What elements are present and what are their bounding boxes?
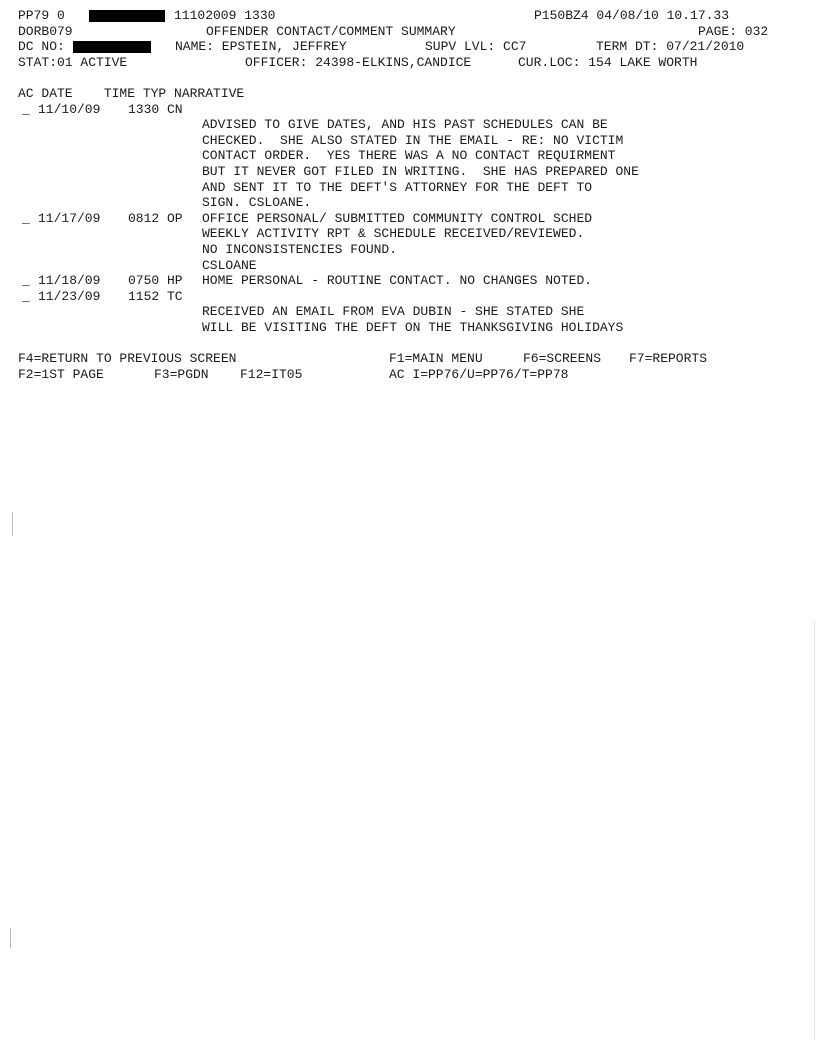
narrative-line: CHECKED. SHE ALSO STATED IN THE EMAIL - RE: NO VICTIM — [202, 132, 624, 148]
redacted-dc-number — [73, 41, 151, 53]
scan-artifact — [10, 928, 11, 948]
supervision-level: SUPV LVL: CC7 — [425, 39, 527, 55]
entry-date: 11/17/09 — [38, 210, 101, 226]
narrative-line: SIGN. CSLOANE. — [202, 195, 312, 211]
narrative-line: AND SENT IT TO THE DEFT'S ATTORNEY FOR THE DEFT TO — [202, 179, 593, 195]
header-line-1 — [18, 8, 808, 24]
dc-number-label: DC NO: — [18, 39, 65, 55]
scan-artifact — [12, 512, 13, 536]
narrative-line: ADVISED TO GIVE DATES, AND HIS PAST SCHEDULES CAN BE — [202, 117, 608, 133]
entry-row — [18, 211, 808, 227]
screen-title: OFFENDER CONTACT/COMMENT SUMMARY — [206, 23, 456, 39]
entry-row — [18, 289, 808, 305]
narrative-line: WEEKLY ACTIVITY RPT & SCHEDULE RECEIVED/REVIEWED. — [202, 226, 585, 242]
entry-date: 11/23/09 — [38, 288, 101, 304]
f1-main-menu-key[interactable]: F1=MAIN MENU — [389, 351, 483, 367]
scan-edge — [814, 620, 815, 1040]
narrative-line: BUT IT NEVER GOT FILED IN WRITING. SHE HAS PREPARED ONE — [202, 163, 639, 179]
entry-row — [18, 102, 808, 118]
column-header-text: AC DATE TIME TYP NARRATIVE — [18, 85, 245, 101]
entry-date: 11/10/09 — [38, 101, 101, 117]
f7-reports-key[interactable]: F7=REPORTS — [629, 351, 708, 367]
narrative-line: NO INCONSISTENCIES FOUND. — [202, 241, 398, 257]
narrative-line: RECEIVED AN EMAIL FROM EVA DUBIN - SHE STATED SHE — [202, 304, 585, 320]
terminal-screen — [18, 8, 808, 382]
f3-page-down-key[interactable]: F3=PGDN — [154, 366, 209, 382]
action-code-field[interactable]: _ — [22, 101, 30, 117]
header-line-3 — [18, 39, 808, 55]
entry-type: OP — [167, 210, 183, 226]
header-date-time: 11102009 1330 — [174, 8, 276, 23]
narrative-line: WILL BE VISITING THE DEFT ON THE THANKSGIVING HOLIDAYS — [202, 319, 624, 335]
page-number: PAGE: 032 — [698, 23, 769, 39]
narrative-line: CSLOANE — [202, 257, 257, 273]
status: STAT:01 ACTIVE — [18, 54, 128, 70]
entry-type: CN — [167, 101, 183, 117]
entry-type: TC — [167, 288, 183, 304]
contact-entry — [18, 273, 808, 289]
action-code-field[interactable]: _ — [22, 210, 30, 226]
redacted-id-block — [89, 10, 165, 22]
entry-time: 1152 — [128, 288, 160, 304]
entry-time: 0750 — [128, 273, 160, 289]
f12-it05-key[interactable]: F12=IT05 — [240, 366, 303, 382]
contact-entry — [18, 211, 808, 273]
header-line-2 — [18, 24, 808, 40]
header-line-4 — [18, 55, 808, 71]
narrative-line: OFFICE PERSONAL/ SUBMITTED COMMUNITY CONTROL SCHED — [202, 210, 593, 226]
officer: OFFICER: 24398-ELKINS,CANDICE — [245, 54, 472, 70]
footer-line-1 — [18, 351, 808, 367]
action-code-field[interactable]: _ — [22, 273, 30, 289]
narrative-line: HOME PERSONAL - ROUTINE CONTACT. NO CHANGES NOTED. — [202, 273, 593, 289]
action-code-legend: AC I=PP76/U=PP76/T=PP78 — [389, 366, 569, 382]
f2-first-page-key[interactable]: F2=1ST PAGE — [18, 366, 104, 382]
contact-entry — [18, 289, 808, 336]
program-id: DORB079 — [18, 23, 73, 39]
system-stamp: P150BZ4 04/08/10 10.17.33 — [534, 8, 730, 23]
footer-line-2 — [18, 367, 808, 383]
current-location: CUR.LOC: 154 LAKE WORTH — [518, 54, 698, 70]
screen-id: PP79 0 — [18, 8, 65, 23]
entry-type: HP — [167, 273, 183, 289]
narrative-line: CONTACT ORDER. YES THERE WAS A NO CONTACT REQUIRMENT — [202, 148, 616, 164]
entry-row — [18, 273, 808, 289]
action-code-field[interactable]: _ — [22, 288, 30, 304]
entry-date: 11/18/09 — [38, 273, 101, 289]
offender-name: NAME: EPSTEIN, JEFFREY — [175, 39, 347, 55]
f6-screens-key[interactable]: F6=SCREENS — [523, 351, 602, 367]
entry-time: 0812 — [128, 210, 160, 226]
f4-return-key[interactable]: F4=RETURN TO PREVIOUS SCREEN — [18, 351, 237, 367]
table-column-header — [18, 86, 808, 102]
contact-entry — [18, 102, 808, 211]
term-date: TERM DT: 07/21/2010 — [596, 39, 745, 55]
entry-time: 1330 — [128, 101, 160, 117]
